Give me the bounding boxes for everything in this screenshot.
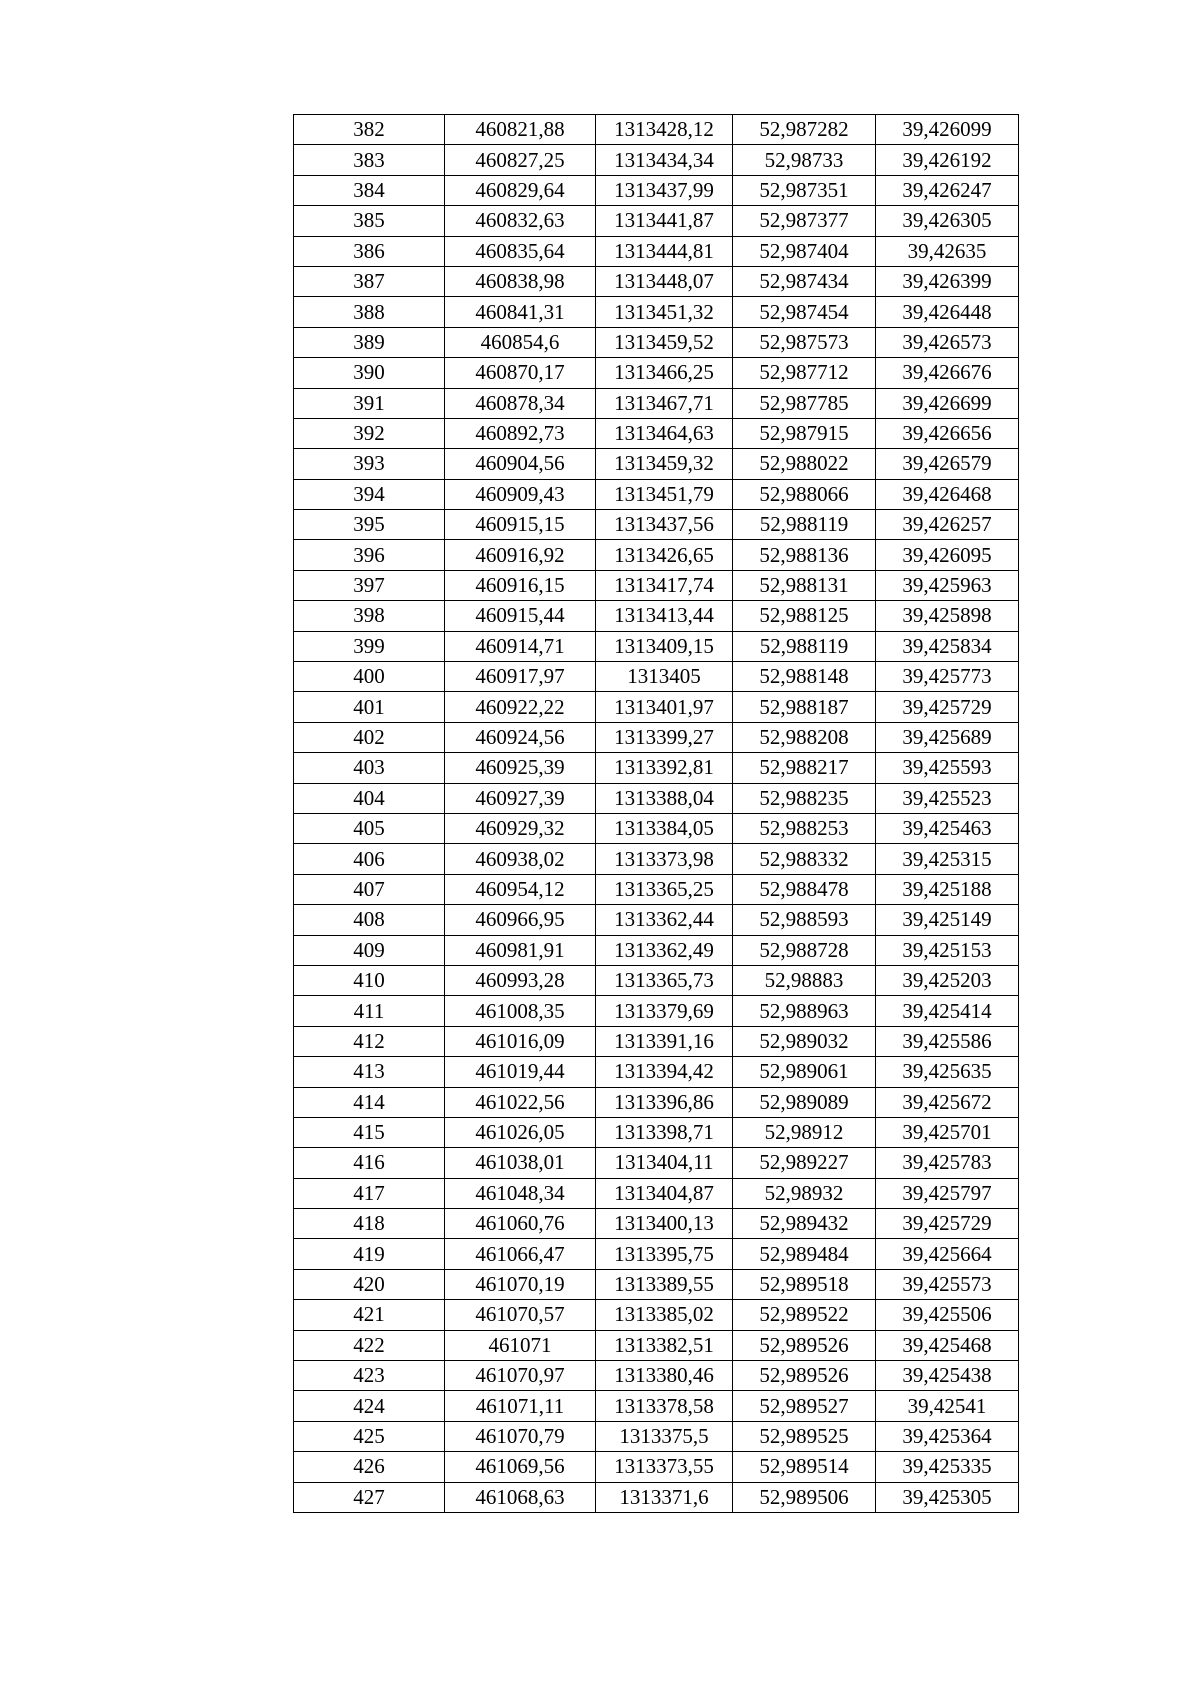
x-coordinate-cell: 460916,15 — [445, 570, 596, 600]
longitude-cell: 39,425506 — [876, 1300, 1019, 1330]
longitude-cell: 39,425586 — [876, 1026, 1019, 1056]
table-row — [294, 1421, 1019, 1451]
y-coordinate-cell: 1313380,46 — [596, 1361, 733, 1391]
table-row — [294, 844, 1019, 874]
latitude-cell: 52,988217 — [733, 753, 876, 783]
y-coordinate-cell: 1313459,52 — [596, 327, 733, 357]
table-row — [294, 175, 1019, 205]
x-coordinate-cell: 460829,64 — [445, 175, 596, 205]
y-coordinate-cell: 1313382,51 — [596, 1330, 733, 1360]
y-coordinate-cell: 1313384,05 — [596, 813, 733, 843]
latitude-cell: 52,987351 — [733, 175, 876, 205]
point-number-cell: 414 — [294, 1087, 445, 1117]
x-coordinate-cell: 460924,56 — [445, 722, 596, 752]
x-coordinate-cell: 461069,56 — [445, 1452, 596, 1482]
y-coordinate-cell: 1313451,32 — [596, 297, 733, 327]
x-coordinate-cell: 460878,34 — [445, 388, 596, 418]
table-row — [294, 1361, 1019, 1391]
point-number-cell: 389 — [294, 327, 445, 357]
x-coordinate-cell: 461066,47 — [445, 1239, 596, 1269]
table-row — [294, 510, 1019, 540]
table-row — [294, 753, 1019, 783]
latitude-cell: 52,988136 — [733, 540, 876, 570]
point-number-cell: 417 — [294, 1178, 445, 1208]
x-coordinate-cell: 461070,79 — [445, 1421, 596, 1451]
longitude-cell: 39,426257 — [876, 510, 1019, 540]
longitude-cell: 39,425438 — [876, 1361, 1019, 1391]
longitude-cell: 39,425188 — [876, 874, 1019, 904]
longitude-cell: 39,426579 — [876, 449, 1019, 479]
table-row — [294, 1452, 1019, 1482]
latitude-cell: 52,98733 — [733, 145, 876, 175]
x-coordinate-cell: 460904,56 — [445, 449, 596, 479]
point-number-cell: 404 — [294, 783, 445, 813]
y-coordinate-cell: 1313426,65 — [596, 540, 733, 570]
longitude-cell: 39,425463 — [876, 813, 1019, 843]
latitude-cell: 52,987404 — [733, 236, 876, 266]
latitude-cell: 52,988119 — [733, 631, 876, 661]
latitude-cell: 52,988125 — [733, 601, 876, 631]
longitude-cell: 39,426656 — [876, 418, 1019, 448]
table-row — [294, 1057, 1019, 1087]
y-coordinate-cell: 1313459,32 — [596, 449, 733, 479]
table-row — [294, 479, 1019, 509]
latitude-cell: 52,988208 — [733, 722, 876, 752]
point-number-cell: 393 — [294, 449, 445, 479]
table-row — [294, 662, 1019, 692]
y-coordinate-cell: 1313437,56 — [596, 510, 733, 540]
longitude-cell: 39,425153 — [876, 935, 1019, 965]
y-coordinate-cell: 1313395,75 — [596, 1239, 733, 1269]
latitude-cell: 52,98912 — [733, 1117, 876, 1147]
latitude-cell: 52,989518 — [733, 1269, 876, 1299]
y-coordinate-cell: 1313428,12 — [596, 115, 733, 145]
point-number-cell: 416 — [294, 1148, 445, 1178]
point-number-cell: 423 — [294, 1361, 445, 1391]
y-coordinate-cell: 1313362,49 — [596, 935, 733, 965]
latitude-cell: 52,989525 — [733, 1421, 876, 1451]
y-coordinate-cell: 1313365,73 — [596, 965, 733, 995]
x-coordinate-cell: 460938,02 — [445, 844, 596, 874]
point-number-cell: 425 — [294, 1421, 445, 1451]
longitude-cell: 39,425797 — [876, 1178, 1019, 1208]
x-coordinate-cell: 460909,43 — [445, 479, 596, 509]
point-number-cell: 383 — [294, 145, 445, 175]
table-row — [294, 631, 1019, 661]
x-coordinate-cell: 460832,63 — [445, 206, 596, 236]
point-number-cell: 420 — [294, 1269, 445, 1299]
longitude-cell: 39,426305 — [876, 206, 1019, 236]
coordinates-table-body — [294, 115, 1019, 1513]
latitude-cell: 52,988187 — [733, 692, 876, 722]
point-number-cell: 426 — [294, 1452, 445, 1482]
x-coordinate-cell: 460827,25 — [445, 145, 596, 175]
longitude-cell: 39,425672 — [876, 1087, 1019, 1117]
x-coordinate-cell: 461071,11 — [445, 1391, 596, 1421]
x-coordinate-cell: 460981,91 — [445, 935, 596, 965]
x-coordinate-cell: 461038,01 — [445, 1148, 596, 1178]
latitude-cell: 52,988253 — [733, 813, 876, 843]
y-coordinate-cell: 1313375,5 — [596, 1421, 733, 1451]
point-number-cell: 411 — [294, 996, 445, 1026]
table-row — [294, 722, 1019, 752]
point-number-cell: 400 — [294, 662, 445, 692]
y-coordinate-cell: 1313389,55 — [596, 1269, 733, 1299]
table-row — [294, 601, 1019, 631]
latitude-cell: 52,989484 — [733, 1239, 876, 1269]
table-row — [294, 965, 1019, 995]
y-coordinate-cell: 1313365,25 — [596, 874, 733, 904]
y-coordinate-cell: 1313391,16 — [596, 1026, 733, 1056]
latitude-cell: 52,988119 — [733, 510, 876, 540]
latitude-cell: 52,989227 — [733, 1148, 876, 1178]
table-row — [294, 1300, 1019, 1330]
latitude-cell: 52,989089 — [733, 1087, 876, 1117]
longitude-cell: 39,425773 — [876, 662, 1019, 692]
x-coordinate-cell: 460821,88 — [445, 115, 596, 145]
longitude-cell: 39,425963 — [876, 570, 1019, 600]
longitude-cell: 39,426573 — [876, 327, 1019, 357]
y-coordinate-cell: 1313379,69 — [596, 996, 733, 1026]
longitude-cell: 39,425305 — [876, 1482, 1019, 1512]
table-row — [294, 236, 1019, 266]
point-number-cell: 397 — [294, 570, 445, 600]
x-coordinate-cell: 460927,39 — [445, 783, 596, 813]
point-number-cell: 418 — [294, 1209, 445, 1239]
longitude-cell: 39,42635 — [876, 236, 1019, 266]
longitude-cell: 39,425203 — [876, 965, 1019, 995]
x-coordinate-cell: 460929,32 — [445, 813, 596, 843]
table-row — [294, 874, 1019, 904]
y-coordinate-cell: 1313405 — [596, 662, 733, 692]
y-coordinate-cell: 1313404,11 — [596, 1148, 733, 1178]
x-coordinate-cell: 460954,12 — [445, 874, 596, 904]
table-row — [294, 115, 1019, 145]
latitude-cell: 52,989514 — [733, 1452, 876, 1482]
point-number-cell: 415 — [294, 1117, 445, 1147]
x-coordinate-cell: 460916,92 — [445, 540, 596, 570]
longitude-cell: 39,425898 — [876, 601, 1019, 631]
longitude-cell: 39,425364 — [876, 1421, 1019, 1451]
latitude-cell: 52,988593 — [733, 905, 876, 935]
x-coordinate-cell: 460915,44 — [445, 601, 596, 631]
point-number-cell: 409 — [294, 935, 445, 965]
longitude-cell: 39,425729 — [876, 1209, 1019, 1239]
table-row — [294, 297, 1019, 327]
point-number-cell: 413 — [294, 1057, 445, 1087]
longitude-cell: 39,426699 — [876, 388, 1019, 418]
x-coordinate-cell: 460915,15 — [445, 510, 596, 540]
latitude-cell: 52,989526 — [733, 1330, 876, 1360]
longitude-cell: 39,426676 — [876, 358, 1019, 388]
longitude-cell: 39,426192 — [876, 145, 1019, 175]
point-number-cell: 387 — [294, 266, 445, 296]
latitude-cell: 52,988478 — [733, 874, 876, 904]
x-coordinate-cell: 461019,44 — [445, 1057, 596, 1087]
latitude-cell: 52,989432 — [733, 1209, 876, 1239]
x-coordinate-cell: 461060,76 — [445, 1209, 596, 1239]
latitude-cell: 52,989032 — [733, 1026, 876, 1056]
latitude-cell: 52,989526 — [733, 1361, 876, 1391]
y-coordinate-cell: 1313467,71 — [596, 388, 733, 418]
table-row — [294, 570, 1019, 600]
longitude-cell: 39,425834 — [876, 631, 1019, 661]
latitude-cell: 52,989061 — [733, 1057, 876, 1087]
table-row — [294, 905, 1019, 935]
x-coordinate-cell: 461022,56 — [445, 1087, 596, 1117]
point-number-cell: 390 — [294, 358, 445, 388]
table-row — [294, 1209, 1019, 1239]
longitude-cell: 39,425701 — [876, 1117, 1019, 1147]
point-number-cell: 408 — [294, 905, 445, 935]
table-row — [294, 935, 1019, 965]
y-coordinate-cell: 1313401,97 — [596, 692, 733, 722]
latitude-cell: 52,988728 — [733, 935, 876, 965]
point-number-cell: 388 — [294, 297, 445, 327]
point-number-cell: 392 — [294, 418, 445, 448]
y-coordinate-cell: 1313385,02 — [596, 1300, 733, 1330]
table-row — [294, 206, 1019, 236]
table-row — [294, 1269, 1019, 1299]
x-coordinate-cell: 460993,28 — [445, 965, 596, 995]
y-coordinate-cell: 1313451,79 — [596, 479, 733, 509]
y-coordinate-cell: 1313396,86 — [596, 1087, 733, 1117]
point-number-cell: 398 — [294, 601, 445, 631]
latitude-cell: 52,98883 — [733, 965, 876, 995]
point-number-cell: 386 — [294, 236, 445, 266]
table-row — [294, 996, 1019, 1026]
x-coordinate-cell: 461070,19 — [445, 1269, 596, 1299]
y-coordinate-cell: 1313399,27 — [596, 722, 733, 752]
x-coordinate-cell: 460914,71 — [445, 631, 596, 661]
latitude-cell: 52,987573 — [733, 327, 876, 357]
point-number-cell: 401 — [294, 692, 445, 722]
latitude-cell: 52,989527 — [733, 1391, 876, 1421]
latitude-cell: 52,989506 — [733, 1482, 876, 1512]
table-row — [294, 1178, 1019, 1208]
longitude-cell: 39,426448 — [876, 297, 1019, 327]
x-coordinate-cell: 460835,64 — [445, 236, 596, 266]
point-number-cell: 405 — [294, 813, 445, 843]
longitude-cell: 39,42541 — [876, 1391, 1019, 1421]
y-coordinate-cell: 1313388,04 — [596, 783, 733, 813]
point-number-cell: 402 — [294, 722, 445, 752]
longitude-cell: 39,425414 — [876, 996, 1019, 1026]
y-coordinate-cell: 1313466,25 — [596, 358, 733, 388]
table-row — [294, 1117, 1019, 1147]
x-coordinate-cell: 461048,34 — [445, 1178, 596, 1208]
x-coordinate-cell: 460854,6 — [445, 327, 596, 357]
y-coordinate-cell: 1313373,98 — [596, 844, 733, 874]
y-coordinate-cell: 1313448,07 — [596, 266, 733, 296]
y-coordinate-cell: 1313371,6 — [596, 1482, 733, 1512]
x-coordinate-cell: 460917,97 — [445, 662, 596, 692]
latitude-cell: 52,989522 — [733, 1300, 876, 1330]
point-number-cell: 407 — [294, 874, 445, 904]
point-number-cell: 410 — [294, 965, 445, 995]
y-coordinate-cell: 1313444,81 — [596, 236, 733, 266]
x-coordinate-cell: 461016,09 — [445, 1026, 596, 1056]
table-row — [294, 1482, 1019, 1512]
latitude-cell: 52,988148 — [733, 662, 876, 692]
point-number-cell: 395 — [294, 510, 445, 540]
longitude-cell: 39,425468 — [876, 1330, 1019, 1360]
latitude-cell: 52,987712 — [733, 358, 876, 388]
longitude-cell: 39,425523 — [876, 783, 1019, 813]
y-coordinate-cell: 1313409,15 — [596, 631, 733, 661]
y-coordinate-cell: 1313464,63 — [596, 418, 733, 448]
y-coordinate-cell: 1313362,44 — [596, 905, 733, 935]
x-coordinate-cell: 460838,98 — [445, 266, 596, 296]
y-coordinate-cell: 1313417,74 — [596, 570, 733, 600]
table-row — [294, 1330, 1019, 1360]
point-number-cell: 394 — [294, 479, 445, 509]
latitude-cell: 52,987282 — [733, 115, 876, 145]
latitude-cell: 52,987785 — [733, 388, 876, 418]
longitude-cell: 39,425335 — [876, 1452, 1019, 1482]
table-row — [294, 1239, 1019, 1269]
latitude-cell: 52,988066 — [733, 479, 876, 509]
latitude-cell: 52,987454 — [733, 297, 876, 327]
longitude-cell: 39,425593 — [876, 753, 1019, 783]
x-coordinate-cell: 460925,39 — [445, 753, 596, 783]
table-row — [294, 145, 1019, 175]
longitude-cell: 39,425729 — [876, 692, 1019, 722]
table-row — [294, 266, 1019, 296]
table-row — [294, 358, 1019, 388]
table-row — [294, 1026, 1019, 1056]
y-coordinate-cell: 1313413,44 — [596, 601, 733, 631]
longitude-cell: 39,425689 — [876, 722, 1019, 752]
longitude-cell: 39,426247 — [876, 175, 1019, 205]
x-coordinate-cell: 461008,35 — [445, 996, 596, 1026]
point-number-cell: 403 — [294, 753, 445, 783]
longitude-cell: 39,425664 — [876, 1239, 1019, 1269]
longitude-cell: 39,425783 — [876, 1148, 1019, 1178]
x-coordinate-cell: 461070,57 — [445, 1300, 596, 1330]
point-number-cell: 385 — [294, 206, 445, 236]
latitude-cell: 52,988022 — [733, 449, 876, 479]
y-coordinate-cell: 1313404,87 — [596, 1178, 733, 1208]
x-coordinate-cell: 460870,17 — [445, 358, 596, 388]
point-number-cell: 406 — [294, 844, 445, 874]
table-row — [294, 1148, 1019, 1178]
latitude-cell: 52,98932 — [733, 1178, 876, 1208]
point-number-cell: 422 — [294, 1330, 445, 1360]
table-row — [294, 449, 1019, 479]
latitude-cell: 52,988963 — [733, 996, 876, 1026]
table-row — [294, 540, 1019, 570]
point-number-cell: 384 — [294, 175, 445, 205]
table-row — [294, 692, 1019, 722]
x-coordinate-cell: 461070,97 — [445, 1361, 596, 1391]
longitude-cell: 39,425635 — [876, 1057, 1019, 1087]
longitude-cell: 39,426468 — [876, 479, 1019, 509]
latitude-cell: 52,988131 — [733, 570, 876, 600]
x-coordinate-cell: 461068,63 — [445, 1482, 596, 1512]
point-number-cell: 412 — [294, 1026, 445, 1056]
y-coordinate-cell: 1313378,58 — [596, 1391, 733, 1421]
x-coordinate-cell: 460892,73 — [445, 418, 596, 448]
latitude-cell: 52,987915 — [733, 418, 876, 448]
point-number-cell: 427 — [294, 1482, 445, 1512]
table-row — [294, 1087, 1019, 1117]
y-coordinate-cell: 1313400,13 — [596, 1209, 733, 1239]
y-coordinate-cell: 1313394,42 — [596, 1057, 733, 1087]
point-number-cell: 396 — [294, 540, 445, 570]
latitude-cell: 52,988332 — [733, 844, 876, 874]
x-coordinate-cell: 461026,05 — [445, 1117, 596, 1147]
longitude-cell: 39,425573 — [876, 1269, 1019, 1299]
point-number-cell: 424 — [294, 1391, 445, 1421]
table-row — [294, 813, 1019, 843]
y-coordinate-cell: 1313441,87 — [596, 206, 733, 236]
table-row — [294, 418, 1019, 448]
longitude-cell: 39,425149 — [876, 905, 1019, 935]
y-coordinate-cell: 1313373,55 — [596, 1452, 733, 1482]
latitude-cell: 52,987434 — [733, 266, 876, 296]
y-coordinate-cell: 1313434,34 — [596, 145, 733, 175]
latitude-cell: 52,987377 — [733, 206, 876, 236]
longitude-cell: 39,425315 — [876, 844, 1019, 874]
point-number-cell: 419 — [294, 1239, 445, 1269]
table-row — [294, 1391, 1019, 1421]
point-number-cell: 399 — [294, 631, 445, 661]
point-number-cell: 421 — [294, 1300, 445, 1330]
longitude-cell: 39,426099 — [876, 115, 1019, 145]
table-row — [294, 783, 1019, 813]
y-coordinate-cell: 1313398,71 — [596, 1117, 733, 1147]
point-number-cell: 391 — [294, 388, 445, 418]
y-coordinate-cell: 1313437,99 — [596, 175, 733, 205]
point-number-cell: 382 — [294, 115, 445, 145]
y-coordinate-cell: 1313392,81 — [596, 753, 733, 783]
x-coordinate-cell: 460841,31 — [445, 297, 596, 327]
x-coordinate-cell: 460922,22 — [445, 692, 596, 722]
longitude-cell: 39,426399 — [876, 266, 1019, 296]
table-row — [294, 388, 1019, 418]
x-coordinate-cell: 461071 — [445, 1330, 596, 1360]
latitude-cell: 52,988235 — [733, 783, 876, 813]
longitude-cell: 39,426095 — [876, 540, 1019, 570]
table-row — [294, 327, 1019, 357]
x-coordinate-cell: 460966,95 — [445, 905, 596, 935]
coordinates-table — [293, 114, 1019, 1513]
